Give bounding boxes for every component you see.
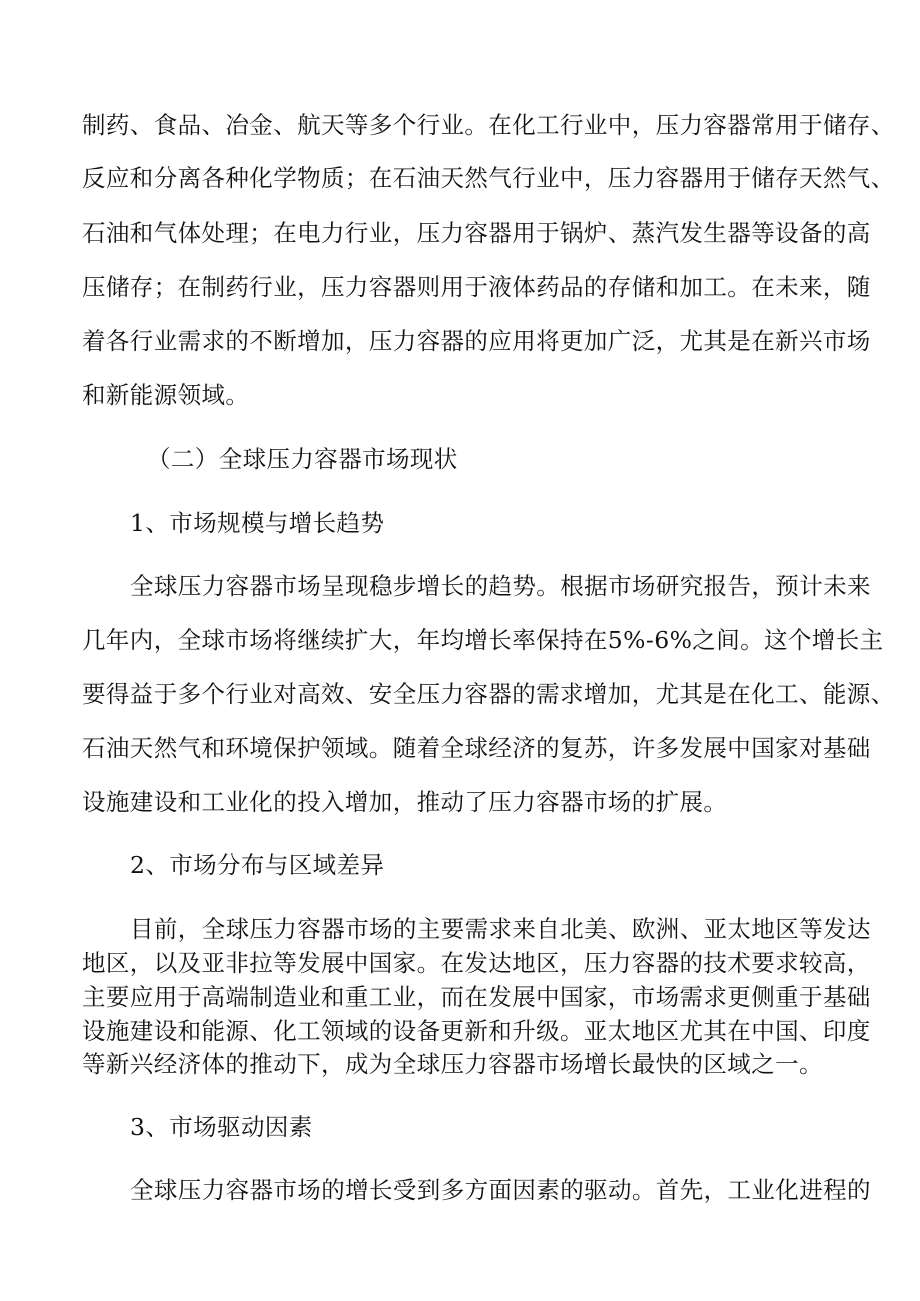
text-line: 全球压力容器市场的增长受到多方面因素的驱动。首先，工业化进程的 (130, 1176, 871, 1204)
text-line: 石油和气体处理；在电力行业，压力容器用于锅炉、蒸汽发生器等设备的高 (82, 219, 871, 247)
text-line: 制药、食品、冶金、航天等多个行业。在化工行业中，压力容器常用于储存、 (82, 111, 895, 139)
text-line: 目前，全球压力容器市场的主要需求来自北美、欧洲、亚太地区等发达 (130, 915, 871, 943)
text-line: 几年内，全球市场将继续扩大，年均增长率保持在5%-6%之间。这个增长主 (82, 626, 884, 654)
subsection-heading-market-distribution: 2、市场分布与区域差异 (130, 851, 385, 879)
text-line: 着各行业需求的不断增加，压力容器的应用将更加广泛，尤其是在新兴市场 (82, 327, 871, 355)
section-heading: （二）全球压力容器市场现状 (147, 445, 458, 473)
text-line: 石油天然气和环境保护领域。随着全球经济的复苏，许多发展中国家对基础 (82, 734, 871, 762)
text-line: 压储存；在制药行业，压力容器则用于液体药品的存储和加工。在未来，随 (82, 273, 871, 301)
subsection-heading-market-size: 1、市场规模与增长趋势 (130, 509, 385, 537)
subsection-heading-market-drivers: 3、市场驱动因素 (130, 1113, 313, 1141)
text-line: 设施建设和能源、化工领域的设备更新和升级。亚太地区尤其在中国、印度 (82, 1017, 871, 1045)
text-line: 反应和分离各种化学物质；在石油天然气行业中，压力容器用于储存天然气、 (82, 164, 895, 192)
text-line: 设施建设和工业化的投入增加，推动了压力容器市场的扩展。 (82, 788, 728, 816)
text-line: 全球压力容器市场呈现稳步增长的趋势。根据市场研究报告，预计未来 (130, 572, 871, 600)
text-line: 等新兴经济体的推动下，成为全球压力容器市场增长最快的区域之一。 (82, 1050, 823, 1078)
text-line: 要得益于多个行业对高效、安全压力容器的需求增加，尤其是在化工、能源、 (82, 680, 895, 708)
text-line: 地区，以及亚非拉等发展中国家。在发达地区，压力容器的技术要求较高， (82, 949, 871, 977)
text-line: 和新能源领域。 (82, 381, 250, 409)
text-line: 主要应用于高端制造业和重工业，而在发展中国家，市场需求更侧重于基础 (82, 983, 871, 1011)
